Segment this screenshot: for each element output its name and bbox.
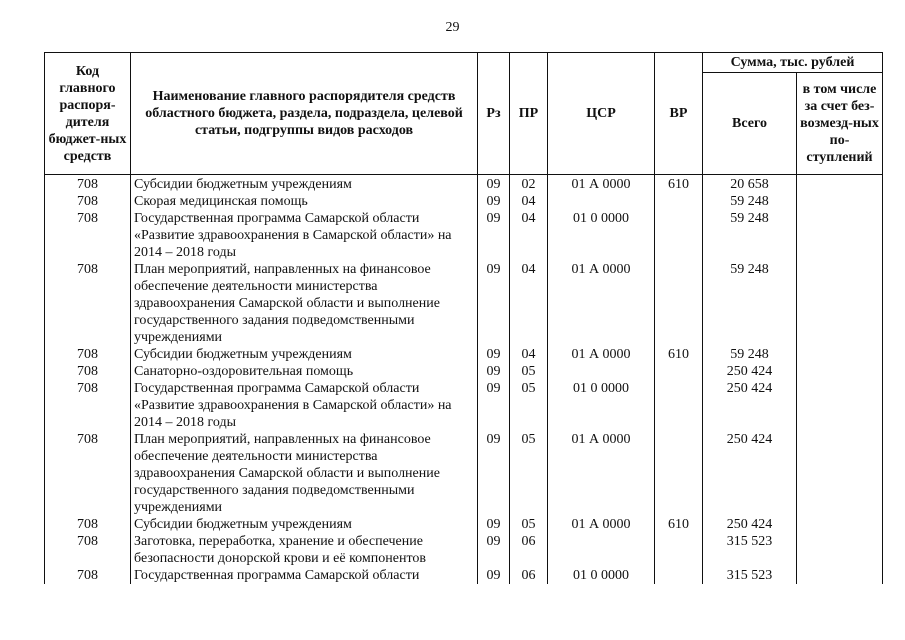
cell-vr — [655, 380, 703, 431]
cell-code: 708 — [45, 346, 131, 363]
cell-vr — [655, 567, 703, 584]
table-body — [45, 175, 883, 585]
cell-code: 708 — [45, 516, 131, 533]
cell-rz: 09 — [478, 193, 510, 210]
cell-rz: 09 — [478, 431, 510, 516]
header-pr: ПР — [510, 53, 548, 175]
cell-free — [797, 380, 883, 431]
cell-vr — [655, 533, 703, 567]
cell-vr: 610 — [655, 516, 703, 533]
cell-code: 708 — [45, 380, 131, 431]
cell-total: 59 248 — [703, 261, 797, 346]
page-number: 29 — [445, 20, 460, 35]
cell-csr — [548, 193, 655, 210]
cell-name: Субсидии бюджетным учреждениям — [131, 175, 478, 194]
cell-rz: 09 — [478, 363, 510, 380]
cell-total: 250 424 — [703, 363, 797, 380]
cell-code: 708 — [45, 175, 131, 194]
header-free: в том числе за счет без-возмезд-ных по-ступлений — [797, 73, 883, 175]
cell-name: План мероприятий, направленных на финансовое обеспечение деятельности министерства здравоохранения Самарской области и выполнение государственного задания подведомственными учреждениями — [131, 431, 478, 516]
cell-free — [797, 533, 883, 567]
cell-csr — [548, 533, 655, 567]
header-name: Наименование главного распорядителя средств областного бюджета, раздела, подраздела, целевой статьи, подгруппы видов расходов — [131, 53, 478, 175]
cell-free — [797, 363, 883, 380]
cell-pr: 04 — [510, 193, 548, 210]
cell-rz: 09 — [478, 533, 510, 567]
cell-free — [797, 346, 883, 363]
cell-csr: 01 0 0000 — [548, 380, 655, 431]
cell-code: 708 — [45, 210, 131, 261]
cell-vr: 610 — [655, 175, 703, 194]
header-rz: Рз — [478, 53, 510, 175]
cell-name: Государственная программа Самарской области «Развитие здравоохранения в Самарской области» на 2014 – 2018 годы — [131, 380, 478, 431]
cell-rz: 09 — [478, 175, 510, 194]
cell-code: 708 — [45, 431, 131, 516]
table-row — [45, 261, 883, 346]
cell-csr: 01 А 0000 — [548, 516, 655, 533]
table-row — [45, 431, 883, 516]
cell-csr: 01 0 0000 — [548, 567, 655, 584]
cell-rz: 09 — [478, 380, 510, 431]
cell-total: 315 523 — [703, 567, 797, 584]
cell-free — [797, 567, 883, 584]
cell-free — [797, 210, 883, 261]
header-sum: Сумма, тыс. рублей — [703, 53, 883, 73]
cell-pr: 05 — [510, 431, 548, 516]
cell-code: 708 — [45, 567, 131, 584]
cell-rz: 09 — [478, 516, 510, 533]
cell-code: 708 — [45, 193, 131, 210]
cell-vr — [655, 431, 703, 516]
cell-name: Скорая медицинская помощь — [131, 193, 478, 210]
cell-name: Государственная программа Самарской области — [131, 567, 478, 584]
cell-pr: 06 — [510, 567, 548, 584]
header-vr: ВР — [655, 53, 703, 175]
cell-csr: 01 А 0000 — [548, 346, 655, 363]
cell-total: 250 424 — [703, 431, 797, 516]
table-row — [45, 567, 883, 584]
cell-vr — [655, 363, 703, 380]
cell-pr: 06 — [510, 533, 548, 567]
header-csr: ЦСР — [548, 53, 655, 175]
cell-csr: 01 0 0000 — [548, 210, 655, 261]
cell-pr: 04 — [510, 346, 548, 363]
cell-pr: 05 — [510, 363, 548, 380]
cell-vr — [655, 193, 703, 210]
cell-free — [797, 175, 883, 194]
cell-total: 59 248 — [703, 346, 797, 363]
cell-total: 315 523 — [703, 533, 797, 567]
table-row — [45, 175, 883, 194]
cell-csr: 01 А 0000 — [548, 431, 655, 516]
cell-code: 708 — [45, 363, 131, 380]
cell-rz: 09 — [478, 346, 510, 363]
cell-name: Субсидии бюджетным учреждениям — [131, 346, 478, 363]
table-row — [45, 363, 883, 380]
table-row — [45, 193, 883, 210]
cell-free — [797, 261, 883, 346]
cell-code: 708 — [45, 261, 131, 346]
cell-free — [797, 431, 883, 516]
header-code: Код главного распоря-дителя бюджет-ных средств — [45, 53, 131, 175]
cell-name: Субсидии бюджетным учреждениям — [131, 516, 478, 533]
cell-free — [797, 516, 883, 533]
cell-rz: 09 — [478, 210, 510, 261]
cell-pr: 05 — [510, 380, 548, 431]
cell-pr: 04 — [510, 261, 548, 346]
cell-pr: 02 — [510, 175, 548, 194]
cell-vr: 610 — [655, 346, 703, 363]
table-row — [45, 380, 883, 431]
cell-name: Санаторно-оздоровительная помощь — [131, 363, 478, 380]
header-total: Всего — [703, 73, 797, 175]
cell-total: 59 248 — [703, 210, 797, 261]
cell-rz: 09 — [478, 261, 510, 346]
cell-total: 250 424 — [703, 516, 797, 533]
cell-pr: 04 — [510, 210, 548, 261]
cell-pr: 05 — [510, 516, 548, 533]
cell-code: 708 — [45, 533, 131, 567]
cell-total: 20 658 — [703, 175, 797, 194]
table-row — [45, 346, 883, 363]
cell-free — [797, 193, 883, 210]
cell-csr: 01 А 0000 — [548, 261, 655, 346]
table-row — [45, 516, 883, 533]
budget-table — [44, 52, 883, 584]
cell-vr — [655, 210, 703, 261]
cell-name: Государственная программа Самарской области «Развитие здравоохранения в Самарской области» на 2014 – 2018 годы — [131, 210, 478, 261]
cell-name: План мероприятий, направленных на финансовое обеспечение деятельности министерства здравоохранения Самарской области и выполнение государственного задания подведомственными учреждениями — [131, 261, 478, 346]
cell-total: 250 424 — [703, 380, 797, 431]
cell-total: 59 248 — [703, 193, 797, 210]
cell-rz: 09 — [478, 567, 510, 584]
table-row — [45, 533, 883, 567]
cell-vr — [655, 261, 703, 346]
table-row — [45, 210, 883, 261]
cell-csr — [548, 363, 655, 380]
cell-name: Заготовка, переработка, хранение и обеспечение безопасности донорской крови и её компонентов — [131, 533, 478, 567]
cell-csr: 01 А 0000 — [548, 175, 655, 194]
